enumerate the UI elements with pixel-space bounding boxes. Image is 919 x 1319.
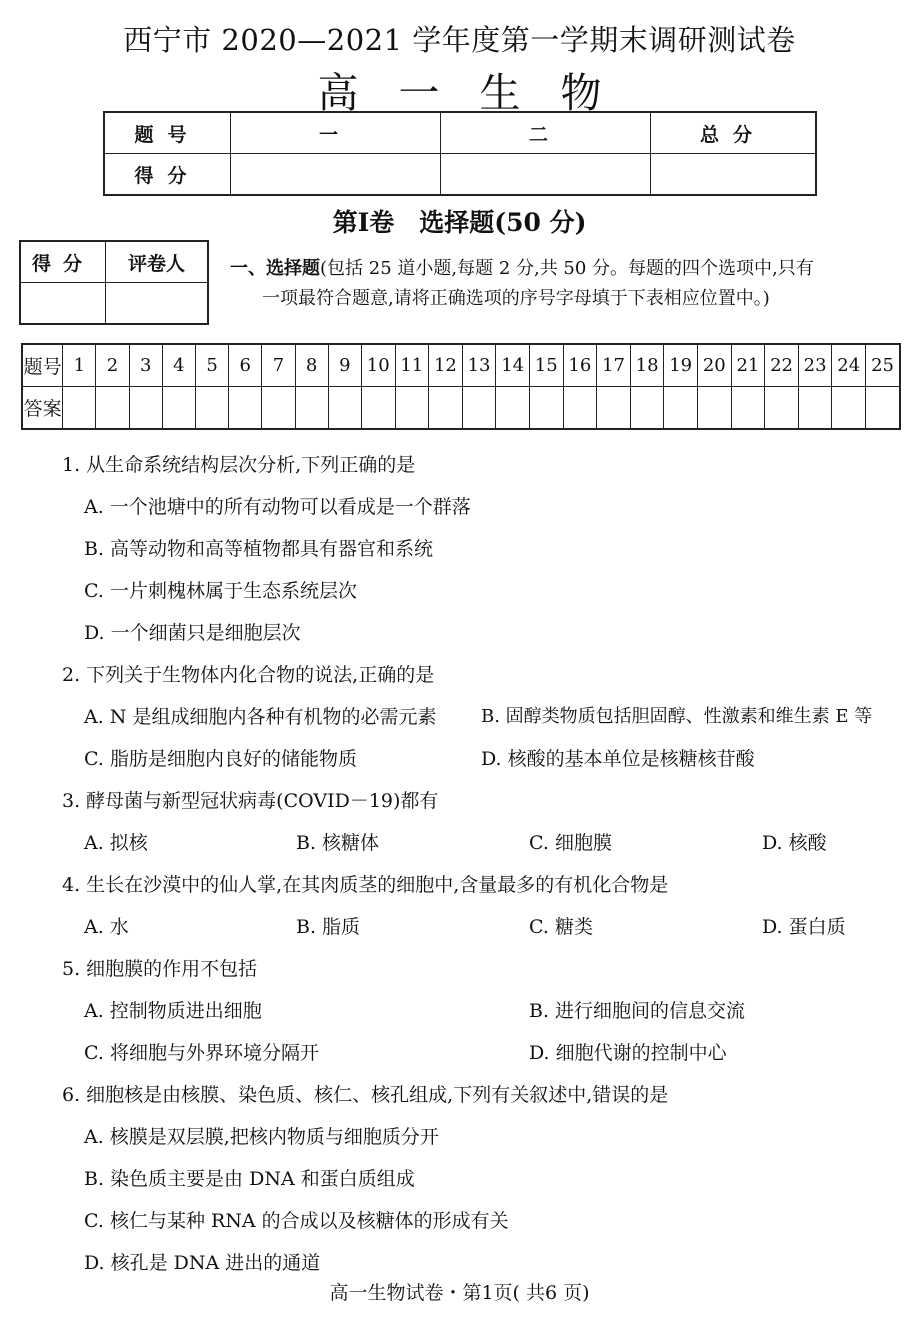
question-5-option-b[interactable]: B. 进行细胞间的信息交流 — [529, 1000, 746, 1022]
answer-cell[interactable] — [798, 387, 832, 430]
question-2-option-a[interactable]: A. N 是组成细胞内各种有机物的必需元素 — [84, 706, 437, 728]
answer-table-number: 4 — [162, 344, 195, 387]
question-4-stem: 4. 生长在沙漠中的仙人掌,在其肉质茎的细胞中,含量最多的有机化合物是 — [62, 874, 669, 896]
answer-table-number: 25 — [866, 344, 900, 387]
question-2-stem: 2. 下列关于生物体内化合物的说法,正确的是 — [62, 664, 435, 686]
question-3-stem: 3. 酵母菌与新型冠状病毒(COVID－19)都有 — [62, 790, 439, 812]
answer-table-number: 11 — [395, 344, 429, 387]
question-2-option-b[interactable]: B. 固醇类物质包括胆固醇、性激素和维生素 E 等 — [481, 706, 873, 727]
answer-cell[interactable] — [462, 387, 496, 430]
answer-cell[interactable] — [563, 387, 597, 430]
score-row-label: 得分 — [104, 154, 231, 196]
question-1-stem: 1. 从生命系统结构层次分析,下列正确的是 — [62, 454, 416, 476]
answer-cell[interactable] — [664, 387, 698, 430]
question-5-option-d[interactable]: D. 细胞代谢的控制中心 — [529, 1042, 727, 1064]
question-1-option-b[interactable]: B. 高等动物和高等植物都具有器官和系统 — [84, 538, 434, 560]
grader-cell[interactable] — [20, 283, 106, 325]
answer-cell[interactable] — [866, 387, 900, 430]
grader-table — [19, 240, 209, 325]
question-3-option-a[interactable]: A. 拟核 — [84, 832, 148, 854]
answer-cell[interactable] — [395, 387, 429, 430]
answer-table-answer-label: 答案 — [22, 387, 63, 430]
answer-cell[interactable] — [361, 387, 395, 430]
answer-table-number: 1 — [63, 344, 96, 387]
question-1-option-d[interactable]: D. 一个细菌只是细胞层次 — [84, 622, 301, 644]
exam-title: 西宁市 2020—2021 学年度第一学期末调研测试卷 — [123, 23, 796, 57]
grader-header-cell: 得分 — [20, 241, 106, 283]
answer-table-number: 15 — [529, 344, 563, 387]
answer-cell[interactable] — [698, 387, 732, 430]
score-cell[interactable] — [231, 154, 441, 196]
question-1-option-c[interactable]: C. 一片刺槐林属于生态系统层次 — [84, 580, 357, 602]
score-cell[interactable] — [651, 154, 817, 196]
question-6-option-c[interactable]: C. 核仁与某种 RNA 的合成以及核糖体的形成有关 — [84, 1210, 509, 1232]
answer-table-number: 7 — [262, 344, 295, 387]
question-2-option-d[interactable]: D. 核酸的基本单位是核糖核苷酸 — [481, 748, 755, 770]
grader-header-cell: 评卷人 — [106, 241, 209, 283]
answer-table-number: 16 — [563, 344, 597, 387]
answer-cell[interactable] — [496, 387, 530, 430]
question-6-stem: 6. 细胞核是由核膜、染色质、核仁、核孔组成,下列有关叙述中,错误的是 — [62, 1084, 669, 1106]
answer-cell[interactable] — [162, 387, 195, 430]
answer-cell[interactable] — [295, 387, 328, 430]
answer-table-number-label: 题号 — [22, 344, 63, 387]
score-header-cell: 题号 — [104, 112, 231, 154]
question-3-option-d[interactable]: D. 核酸 — [762, 832, 827, 854]
question-6-option-a[interactable]: A. 核膜是双层膜,把核内物质与细胞质分开 — [84, 1126, 439, 1148]
question-3-option-c[interactable]: C. 细胞膜 — [529, 832, 612, 854]
question-4-option-a[interactable]: A. 水 — [84, 916, 129, 938]
answer-table-number: 12 — [429, 344, 463, 387]
answer-cell[interactable] — [765, 387, 799, 430]
answer-cell[interactable] — [129, 387, 162, 430]
answer-cell[interactable] — [195, 387, 228, 430]
answer-table-number: 6 — [229, 344, 262, 387]
subject-title: 高一生物 — [317, 69, 642, 117]
instructions-line1: (包括 25 道小题,每题 2 分,共 50 分。每题的四个选项中,只有 — [320, 258, 814, 279]
answer-table-number: 2 — [96, 344, 129, 387]
answer-table-number: 10 — [361, 344, 395, 387]
answer-cell[interactable] — [529, 387, 563, 430]
answer-table-number: 20 — [698, 344, 732, 387]
answer-table — [21, 343, 901, 430]
score-table — [103, 111, 817, 196]
answer-cell[interactable] — [429, 387, 463, 430]
answer-table-number: 5 — [195, 344, 228, 387]
grader-cell[interactable] — [106, 283, 209, 325]
score-header-cell: 一 — [231, 112, 441, 154]
question-6-option-b[interactable]: B. 染色质主要是由 DNA 和蛋白质组成 — [84, 1168, 415, 1190]
question-5-option-a[interactable]: A. 控制物质进出细胞 — [84, 1000, 262, 1022]
question-6-option-d[interactable]: D. 核孔是 DNA 进出的通道 — [84, 1252, 321, 1274]
answer-cell[interactable] — [63, 387, 96, 430]
answer-cell[interactable] — [96, 387, 129, 430]
answer-table-number: 3 — [129, 344, 162, 387]
section-title: 第Ⅰ卷 选择题(50 分) — [332, 208, 587, 237]
instructions-line2: 一项最符合题意,请将正确选项的序号字母填于下表相应位置中。) — [262, 288, 770, 309]
answer-cell[interactable] — [328, 387, 361, 430]
question-4-option-d[interactable]: D. 蛋白质 — [762, 916, 846, 938]
question-4-option-c[interactable]: C. 糖类 — [529, 916, 593, 938]
answer-cell[interactable] — [229, 387, 262, 430]
question-5-stem: 5. 细胞膜的作用不包括 — [62, 958, 258, 980]
answer-table-number: 23 — [798, 344, 832, 387]
page-footer: 高一生物试卷・第1页( 共6 页) — [329, 1282, 590, 1304]
answer-table-number: 19 — [664, 344, 698, 387]
question-2-option-c[interactable]: C. 脂肪是细胞内良好的储能物质 — [84, 748, 357, 770]
instructions-heading: 一、选择题 — [230, 258, 320, 279]
answer-table-number: 8 — [295, 344, 328, 387]
answer-table-number: 14 — [496, 344, 530, 387]
score-header-cell: 总分 — [651, 112, 817, 154]
answer-cell[interactable] — [262, 387, 295, 430]
score-cell[interactable] — [441, 154, 651, 196]
answer-cell[interactable] — [597, 387, 631, 430]
answer-table-number: 24 — [832, 344, 866, 387]
question-1-option-a[interactable]: A. 一个池塘中的所有动物可以看成是一个群落 — [84, 496, 471, 518]
answer-table-number: 22 — [765, 344, 799, 387]
question-4-option-b[interactable]: B. 脂质 — [296, 916, 361, 938]
answer-table-number: 17 — [597, 344, 631, 387]
answer-table-number: 9 — [328, 344, 361, 387]
answer-cell[interactable] — [731, 387, 765, 430]
score-header-cell: 二 — [441, 112, 651, 154]
question-5-option-c[interactable]: C. 将细胞与外界环境分隔开 — [84, 1042, 319, 1064]
answer-cell[interactable] — [630, 387, 664, 430]
answer-table-number: 21 — [731, 344, 765, 387]
question-3-option-b[interactable]: B. 核糖体 — [296, 832, 380, 854]
answer-table-number: 18 — [630, 344, 664, 387]
answer-cell[interactable] — [832, 387, 866, 430]
answer-table-number: 13 — [462, 344, 496, 387]
instructions — [230, 254, 900, 314]
